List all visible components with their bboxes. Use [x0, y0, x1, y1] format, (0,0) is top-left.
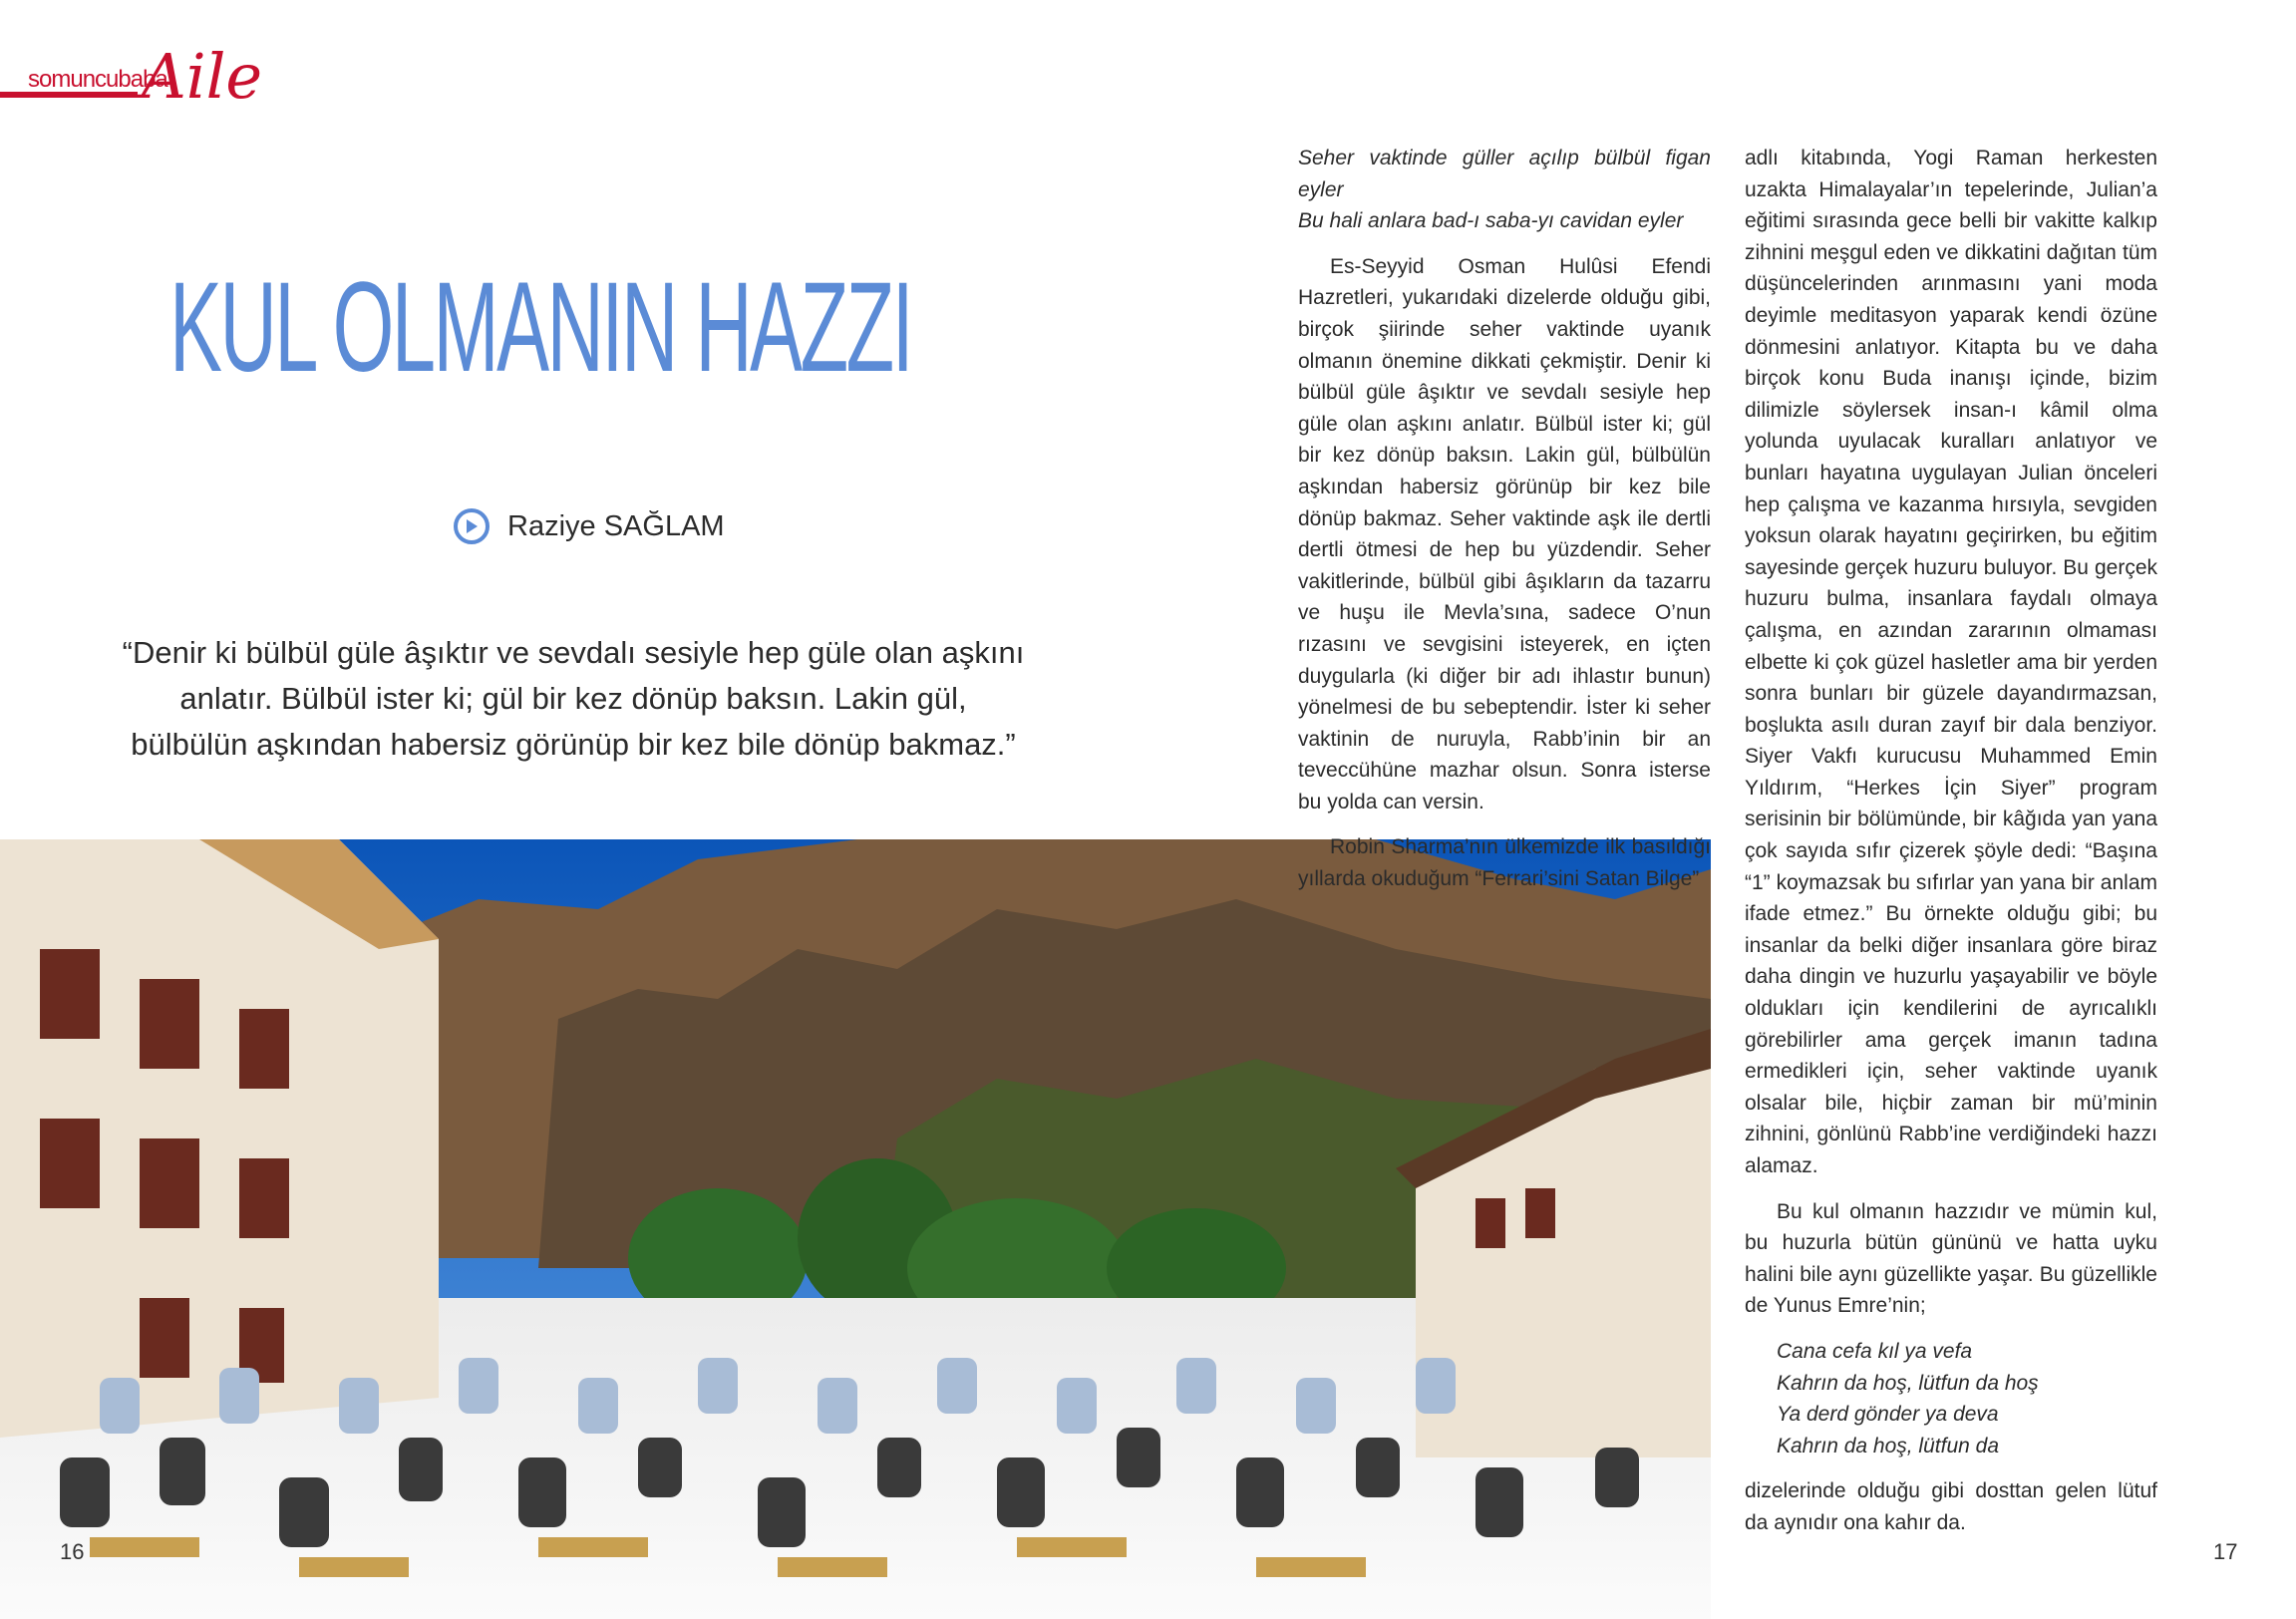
article-title: KUL OLMANIN HAZZI: [169, 256, 912, 399]
brand-logo: somuncubaba: [28, 66, 167, 93]
verse-line: Cana cefa kıl ya vefa: [1777, 1339, 1973, 1363]
section-label: Aile: [142, 40, 263, 113]
pullquote: “Denir ki bülbül güle âşıktır ve sevdalı sesiyle hep güle olan aşkını anlatır. Bülbül ister ki; gül bir kez dönüp baksın. Lakin gül, bülbülün aşkından habersiz görünüp bir kez bile dönüp bakmaz.”: [122, 635, 1025, 762]
page-number-right: 17: [2213, 1539, 2238, 1564]
verse-line: Kahrın da hoş, lütfun da: [1777, 1434, 1999, 1457]
play-circle-icon: [454, 508, 490, 544]
article-photo: [0, 839, 1711, 1619]
body-paragraph: Bu kul olmanın hazzıdır ve mümin kul, bu huzurla bütün gününü ve hatta uyku halini bile aynı güzellikte yaşar. Bu güzellikle de Yunus Emre’nin;: [1745, 1199, 2157, 1318]
text-column-1: [1298, 143, 1711, 895]
body-paragraph: dizelerinde olduğu gibi dosttan gelen lütuf da aynıdır ona kahır da.: [1745, 1479, 2157, 1534]
text-column-2: [1745, 143, 2157, 1539]
body-paragraph: adlı kitabında, Yogi Raman herkesten uzakta Himalayalar’ın tepelerinde, Julian’a eğitimi sırasında gece belli bir vakitte kalkıp zihnini meşgul eden ve dikkatini dağıtan tüm düşüncelerinden arınmasını yani moda deyimle meditasyon yaparak kendi özüne dönmesini anlatıyor. Kitapta bu ve daha birçok konu Buda inanışı içinde, bizim dilimizle söylersek insan-ı kâmil olma yolunda uyulacak kuralları anlatıyor ve bunları hayatına uygulayan Julian önceleri hep çalışma ve kazanma hırsıyla, sevgiden yoksun olarak hayatını geçirirken, bu eğitim sayesinde gerçek huzuru buluyor. Bu gerçek huzuru bulma, insanlara faydalı olmaya çalışma, en azından zararının olmaması elbette ki çok güzel hasletler ama bir yerden sonra bunları bir güzele dayandırmazsan, boşlukta asılı duran zayıf bir dala benziyor. Siyer Vakfı kurucusu Muhammed Emin Yıldırım, “Herkes İçin Siyer” program serisinin bir bölümünde, bir kâğıda yan yana çok sayıda sıfır çizerek şöyle dedi: “Başına “1” koymazsak bu sıfırlar yan yana bir anlam ifade etmez.” Bu örnekte olduğu gibi; bu insanlar da belki diğer insanlara göre biraz daha dingin ve huzurlu yaşayabilir ve böyle oldukları için kendilerini de ayrıcalıklı görebilirler ama gerçek imanın tadına ermedikleri için, seher vaktinde uyanık olsalar bile, hiçbir zaman bir mü’minin zihnini, gönlünü Rabb’ine verdiğindeki hazzı alamaz.: [1745, 147, 2157, 1177]
verse-line: Bu hali anlara bad-ı saba-yı cavidan eyler: [1298, 209, 1684, 233]
body-paragraph: Es-Seyyid Osman Hulûsi Efendi Hazretleri, yukarıdaki dizelerde olduğu gibi, birçok şiirinde seher vaktinde uyanık olmanın önemine dikkati çekmiştir. Denir ki bülbül güle âşıktır ve sevdalı sesiyle hep güle olan aşkını anlatır. Bülbül ister ki; gül bir kez dönüp baksın. Lakin gül, bülbülün aşkından habersiz görünüp bir kez bile dönüp bakmaz. Seher vaktinde aşk ile dertli dertli ötmesi de hep bu yüzdendir. Seher vakitlerinde, bülbül gibi âşıkların da tazarru ve huşu ile Mevla’sına, sadece O’nun rızasını ve sevgisini isteyerek, en içten duygularla (ki diğer bir adı ihlastır bunun) yönelmesi de bu sebeptendir. İster ki seher vaktinin de nuruyla, Rabb’inin bir an teveccühüne mazhar olsun. Sonra isterse bu yolda can versin.: [1298, 254, 1711, 813]
verse-line: Seher vaktinde güller açılıp bülbül figan eyler: [1298, 147, 1711, 201]
author-byline: [454, 508, 725, 544]
author-name: Raziye SAĞLAM: [507, 509, 725, 542]
page-number-left: 16: [60, 1539, 85, 1564]
verse-line: Kahrın da hoş, lütfun da hoş: [1777, 1371, 2039, 1395]
body-paragraph: Robin Sharma’nın ülkemizde ilk basıldığı yıllarda okuduğum “Ferrari’sini Satan Bilge”: [1298, 835, 1711, 891]
verse-line: Ya derd gönder ya deva: [1777, 1403, 1999, 1427]
